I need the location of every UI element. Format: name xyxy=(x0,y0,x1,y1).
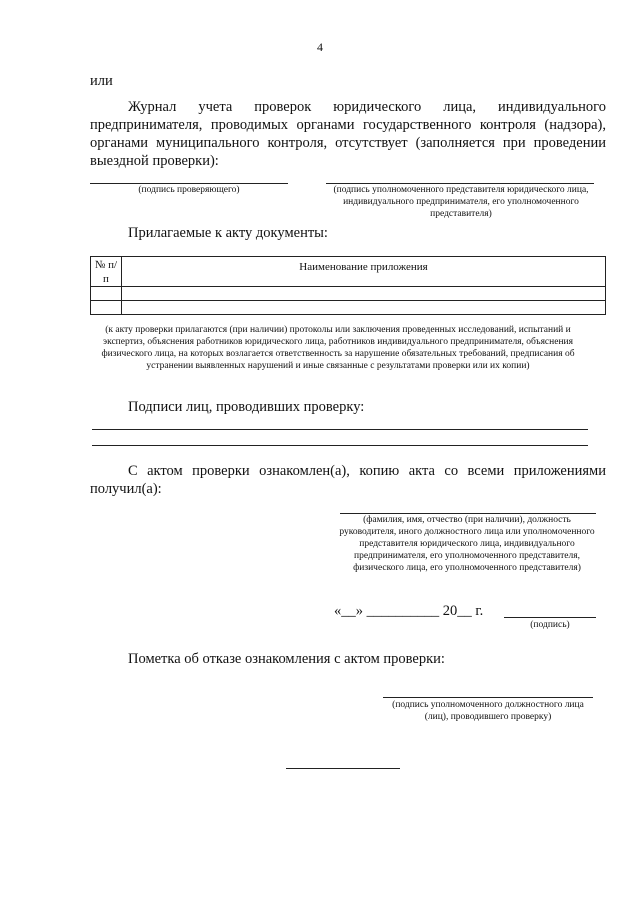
table-cell[interactable] xyxy=(91,301,122,315)
fio-caption: (фамилия, имя, отчество (при наличии), должность руководителя, иного должностного лица или уполномоченного представителя юридического лица, индивидуального предпринимателя, его уполномоченного представителя, физического лица, его уполномоченного представителя) xyxy=(339,515,595,573)
attachments-table xyxy=(90,256,606,315)
official-signature-line[interactable] xyxy=(383,697,593,698)
journal-paragraph: Журнал учета проверок юридического лица, индивидуального предпринимателя, проводимых органами государственного контроля (надзора), органами муниципального контроля, отсутствует (заполняется при проведении выездной проверки): xyxy=(90,99,606,169)
refusal-heading: Пометка об отказе ознакомления с актом проверки: xyxy=(128,651,445,667)
attachments-note: (к акту проверки прилагаются (при наличии) протоколы или заключения проведенных исследований, испытаний и экспертиз, объяснения работников юридического лица, работников индивидуального предпринимателя, объяснения физического лица, на которых возлагается ответственность за нарушение обязательных требований, предписания об устранении выявленных нарушений и иные связанные с результатами проверки или их копии) xyxy=(101,325,575,371)
table-cell[interactable] xyxy=(91,287,122,301)
table-cell[interactable] xyxy=(122,287,606,301)
inspectors-signature-line-2[interactable] xyxy=(92,445,588,446)
inspectors-signatures-heading: Подписи лиц, проводивших проверку: xyxy=(128,399,365,415)
date-signature-line[interactable] xyxy=(504,617,596,618)
acquainted-paragraph: С актом проверки ознакомлен(а), копию акта со всеми приложениями получил(а): xyxy=(90,463,606,497)
ili-text: или xyxy=(90,73,113,89)
inspectors-signature-line-1[interactable] xyxy=(92,429,588,430)
col-no-header: № п/п xyxy=(91,257,122,287)
representative-signature-caption: (подпись уполномоченного представителя юридического лица, индивидуального предпринимателя, его уполномоченного представителя) xyxy=(333,185,589,219)
table-cell[interactable] xyxy=(122,301,606,315)
date-line[interactable]: «__» __________ 20__ г. xyxy=(334,603,484,619)
closing-divider xyxy=(286,768,400,769)
page-number: 4 xyxy=(317,40,323,54)
inspector-signature-caption: (подпись проверяющего) xyxy=(138,185,240,195)
official-signature-caption: (подпись уполномоченного должностного лица (лиц), проводившего проверку) xyxy=(392,700,584,722)
attachments-heading: Прилагаемые к акту документы: xyxy=(128,225,328,241)
col-name-header: Наименование приложения xyxy=(122,257,606,287)
date-signature-caption: (подпись) xyxy=(530,620,570,630)
